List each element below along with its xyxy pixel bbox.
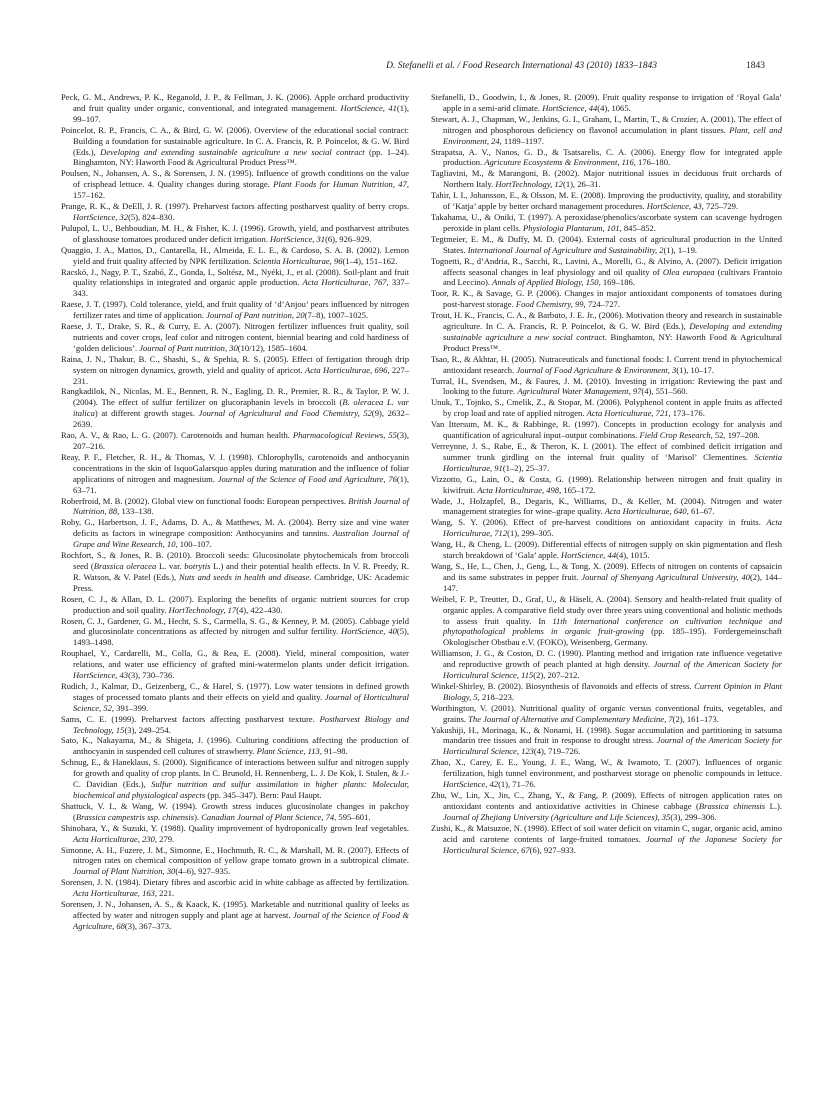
reference-text: Trout, H. K., Francis, C. A., & Barbuto, J. E. Jr., (2006). Motivation theory and research in sustainable agriculture. In C. A. Francis, R. P. Poincelot, & G. W. Bird (Eds.),: [431, 310, 782, 332]
reference-entry: [61, 92, 409, 125]
reference-text: Wade, J., Holzapfel, B., Degaris, K., Williams, D., & Keller, M. (2004). Nitrogen and water management strategies for wine–grape quality.: [431, 495, 782, 517]
reference-text: Stewart, A. J., Chapman, W., Jenkins, G. I., Graham, I., Martin, T., & Crozier, A. (2001). The effect of nitrogen and phosphorous deficiency on flavonol accumulation in plant tissues.: [431, 113, 782, 135]
reference-text: (1–2), 25–37.: [502, 462, 550, 473]
reference-text: (3), 249–254.: [124, 724, 171, 735]
reference-entry: [431, 725, 782, 758]
reference-text: , 337–343.: [73, 277, 409, 299]
reference-source: Journal of Shenyang Agricultural University, 40: [581, 571, 750, 582]
reference-text: , 91–98.: [319, 746, 348, 757]
reference-entry: [431, 823, 782, 856]
reference-entry: [431, 147, 782, 169]
reference-text: , 595–601.: [334, 811, 371, 822]
reference-entry: [61, 321, 409, 354]
reference-source: Developing and extending sustainable agriculture a new social contract: [443, 321, 782, 342]
reference-source: The Journal of Alternative and Complementary Medicine, 7: [468, 713, 673, 724]
reference-entry: [61, 386, 409, 430]
reference-entry: [431, 288, 782, 310]
reference-source: HortScience, 41: [340, 102, 397, 113]
reference-source: Plant Foods for Human Nutrition, 47: [273, 179, 407, 190]
reference-text: (6), 926–929.: [325, 233, 372, 244]
reference-text: Pulupol, L. U., Behboudian, M. H., & Fisher, K. J. (1996). Growth, yield, and postharvest attributes of glasshouse tomatoes produced under deficit irrigation.: [61, 222, 409, 244]
reference-text: Rao, A. V., & Rao, L. G. (2007). Carotenoids and human health.: [61, 430, 293, 441]
reference-text: (5), 1493–1498.: [73, 626, 410, 648]
reference-text: Unuk, T., Tojnko, S., Cmelik, Z., & Stopar, M. (2006). Polyphenol content in apple fruits as affected by crop load and rate of applied nitrogen.: [431, 397, 782, 419]
reference-text: Sato, K., Nakayama, M., & Shigeta, J. (1996). Culturing conditions affecting the production of anthocyanin in suspended cell cultures of strawberry.: [61, 735, 409, 757]
reference-source: Brassica chinensis: [698, 800, 766, 811]
reference-entry: [431, 190, 782, 212]
reference-source: Acta Horticulturae, 721: [586, 408, 669, 419]
reference-text: L. var.: [156, 560, 185, 571]
reference-source: Postharvest Biology and Technology, 15: [73, 713, 409, 735]
reference-text: Shattuck, V. I., & Wang, W. (1994). Growth stress induces glucosinolate changes in pakchoy (: [61, 800, 409, 822]
reference-source: B. oleracea L. var italica: [73, 397, 410, 419]
reference-source: Journal of the Japanese Society for Horticultural Science, 67: [443, 833, 782, 855]
reference-text: (cultivars Frantoio and Leccino).: [443, 266, 783, 288]
reference-entry: [431, 441, 782, 474]
references-left-column: [61, 92, 409, 932]
reference-text: Stefanelli, D., Goodwin, I., & Jones, R. (2009). Fruit quality response to irrigation of ‘Royal Gala’ apple in a semi-arid climate.: [431, 92, 782, 113]
reference-text: (1), 99–107.: [73, 102, 409, 124]
reference-entry: [431, 474, 782, 496]
reference-text: (9), 2632–2639.: [73, 408, 410, 430]
reference-entry: [431, 234, 782, 256]
reference-source: Current Opinion in Plant Biology, 5: [443, 680, 782, 702]
reference-source: Journal of the Science of Food and Agriculture, 76: [217, 473, 397, 484]
reference-source: 11th International conference on cultivation technique and phytopathological problems in organic fruit-growing: [443, 615, 782, 637]
references-right-column: [431, 92, 782, 855]
reference-entry: [431, 539, 782, 561]
reference-text: Vizzotto, G., Lain, O., & Costa, G. (1999). Relationship between nitrogen and fruit quality in kiwifruit.: [431, 473, 782, 495]
reference-entry: [61, 299, 409, 321]
reference-text: , 724–727.: [583, 299, 620, 310]
reference-text: Wang, H., & Cheng, L. (2009). Differential effects of nitrogen supply on skin pigmentation and flesh starch breakdown of ‘Gala’ apple.: [431, 539, 782, 561]
reference-text: (pp. 185–195). Fordergemeinschaft Okologischer Obstbau e.V. (FOKO), Weisenberg, Germany.: [443, 626, 782, 648]
reference-text: Shinohara, Y., & Suzuki, Y. (1988). Quality improvement of hydroponically grown leaf vegetables.: [61, 822, 409, 833]
reference-text: Tagliavini, M., & Marangoni, B. (2002). Major nutritional issues in deciduous fruit orchards of Northern Italy.: [431, 168, 782, 190]
reference-text: Poincelot, R. P., Francis, C. A., & Bird, G. W. (2006). Overview of the educational social contract: Building a foundation for sustainable agriculture. In C. A. Francis, R. P. Poincelot, & G. W. Bird (Eds.),: [61, 124, 409, 157]
reference-entry: [431, 594, 782, 649]
reference-text: Rosen, C. J., Gardener, G. M., Hecht, S. S., Carmella, S. G., & Kenney, P. M. (2005). Cabbage yield and glucosinolate concentrations as affected by nitrogen and sulfur fertility.: [61, 615, 409, 637]
reference-text: Zushi, K., & Matsuzoe, N. (1998). Effect of soil water deficit on vitamin C, sugar, organic acid, amino acid and carotene contents of large-fruited tomatoes.: [431, 822, 782, 844]
reference-text: Zhu, W., Lin, X., Jin, C., Zhang, Y., & Fang, P. (2009). Effects of nitrogen application rates on antioxidant contents and antioxidative activities in Chinese cabbage (: [431, 790, 782, 811]
reference-source: Acta Horticulturae, 163: [73, 888, 155, 899]
reference-source: HortScience, 42: [443, 779, 499, 790]
reference-source: Acta Horticulturae, 712: [443, 517, 782, 539]
reference-text: Yakushiji, H., Morinaga, K., & Nonami, H. (1998). Sugar accumulation and partitioning in satsuma mandarin tree tissues and fruit in response to drought stress.: [431, 724, 782, 746]
reference-text: , 173–176.: [668, 408, 705, 419]
reference-text: (4), 422–430.: [236, 604, 283, 615]
reference-text: , 279.: [154, 833, 175, 844]
reference-entry: [61, 267, 409, 300]
reference-text: (2), 144–147.: [443, 571, 782, 593]
reference-text: Zhao, X., Carey, E. E., Young, J. E., Wang, W., & Iwamoto, T. (2007). Influences of organic fertilization, high tunnel environment, and postharvest storage on phenolic compounds in lettuce.: [431, 757, 782, 779]
reference-text: (3), 299–306.: [670, 811, 717, 822]
reference-text: ).: [194, 811, 202, 822]
reference-text: (2), 161–173.: [672, 713, 719, 724]
reference-text: , 100–107.: [175, 539, 212, 550]
reference-entry: [61, 714, 409, 736]
reference-text: L.).: [765, 800, 782, 811]
reference-source: International Journal of Agriculture and Sustainability, 2: [467, 244, 664, 255]
reference-text: Rosen, C. J., & Allan, D. L. (2007). Exploring the benefits of organic nutrient sources for crop production and soil quality.: [61, 593, 409, 615]
reference-text: (4), 719–726.: [533, 746, 581, 757]
reference-text: , 165–172.: [559, 484, 596, 495]
reference-text: , 52, 197–208.: [710, 430, 760, 441]
reference-source: Agricultural Water Management, 97: [517, 386, 642, 397]
reference-source: Australian Journal of Grape and Wine Research, 10: [73, 528, 409, 550]
reference-entry: [431, 256, 782, 289]
reference-entry: [431, 168, 782, 190]
reference-text: . Binghamton, NY: Haworth Food & Agricultural Product Press™.: [443, 331, 782, 353]
reference-entry: [61, 517, 409, 550]
reference-text: . Cambridge, UK: Academic Press.: [73, 571, 409, 593]
reference-source: Journal of the American Society for Horticultural Science, 115: [443, 659, 783, 681]
reference-entry: [431, 648, 782, 681]
reference-source: Brassica campestris ssp. chinensis: [75, 811, 195, 822]
reference-text: (3), 207–216.: [73, 430, 409, 451]
reference-text: Rouphael, Y., Cardarelli, M., Colla, G., & Rea, E. (2008). Yield, mineral composition, water relations, and water use efficiency of grafted mini-watermelon plants under deficit irrigation.: [61, 648, 409, 670]
reference-text: (pp. 345–347). Bern: Paul Haupt.: [205, 790, 322, 800]
reference-text: (1), 1–19.: [663, 244, 698, 255]
reference-text: Van Ittersum, M. K., & Rabbinge, R. (1997). Concepts in production ecology for analysis and quantification of agricultural input–output combinations.: [431, 419, 782, 441]
reference-entry: [431, 354, 782, 376]
reference-entry: [61, 877, 409, 899]
reference-source: Field Crop Research: [639, 430, 711, 441]
reference-source: Acta Horticulturae, 640: [604, 506, 687, 517]
reference-text: Turral, H., Svendsen, M., & Faures, J. M. (2010). Investing in irrigation: Reviewing the past and looking to the future.: [431, 375, 782, 397]
reference-source: Journal of Zhejiang University (Agriculture and Life Sciences), 35: [443, 811, 671, 822]
reference-entry: [61, 845, 409, 878]
reference-text: Raese, J. T., Drake, S. R., & Curry, E. A. (2007). Nitrogen fertilizer influences fruit quality, soil nutrients and cover crops, leaf color and nitrogen content, biennial bearing and cold hardiness of ‘golden delicious’.: [61, 321, 409, 353]
reference-entry: [431, 517, 782, 539]
reference-source: Acta Horticulturae, 498: [477, 484, 560, 495]
reference-text: (10/12), 1585–1604.: [237, 342, 308, 353]
reference-source: HortScience, 44: [561, 550, 617, 561]
reference-source: botrytis: [184, 560, 211, 571]
reference-text: Prange, R. K., & DeEll, J. R. (1997). Preharvest factors affecting postharvest quality of berry crops.: [61, 201, 409, 212]
reference-text: , 227–231.: [73, 364, 409, 386]
reference-text: (1), 10–17.: [676, 364, 715, 375]
reference-text: , 725–729.: [701, 201, 739, 212]
reference-text: Rudich, J., Kalmar, D., Geizenberg, C., & Harel, S. (1977). Low water tensions in defined growth stages of processed tomato plants and their effects on yield and quality.: [61, 680, 409, 702]
reference-text: Toor, R. K., & Savage, G. P. (2006). Changes in major antioxidant components of tomatoes during post-harvest storage.: [431, 288, 782, 310]
reference-text: Sorensen, J. N. (1984). Dietary fibres and ascorbic acid in white cabbage as affected by fertilization.: [61, 877, 409, 888]
reference-entry: [61, 201, 409, 223]
reference-text: Verreynne, J. S., Rabe, E., & Theron, K. I. (2001). The effect of combined deficit irrigation and summer trunk girdling on the internal fruit quality of ‘Marisol’ Clementines.: [431, 441, 782, 462]
reference-entry: [431, 561, 782, 594]
reference-entry: [431, 114, 782, 147]
reference-entry: [61, 245, 409, 267]
reference-text: (7–8), 1007–1025.: [304, 310, 369, 321]
reference-source: Plant Science, 113: [256, 746, 320, 757]
reference-text: Weibel, F. P., Treutter, D., Graf, U., & Häseli, A. (2004). Sensory and health-related fruit quality of organic apples. A comparative field study over three years using conventional and holistic methods to assess fruit quality. In: [431, 593, 782, 626]
reference-text: Rangkadilok, N., Nicolas, M. E., Bennett, R. N., Eagling, D. R., Premier, R. R., & Taylor, P. W. J. (2004). The effect of sulfur fertilizer on glucoraphanin levels in broccoli (: [61, 386, 409, 408]
reference-entry: [431, 92, 782, 114]
reference-entry: [61, 550, 409, 594]
reference-text: , 1189–1197.: [499, 135, 544, 146]
reference-text: (2), 207–212.: [533, 670, 580, 681]
reference-entry: [61, 757, 409, 801]
reference-text: Raina, J. N., Thakur, B. C., Shashi, S., & Spehia, R. S. (2005). Effect of fertigation through drip system on nitrogen dynamics, growth, yield and quality of apricot.: [61, 353, 409, 375]
reference-entry: [61, 735, 409, 757]
reference-text: (1–4), 151–162.: [342, 255, 398, 266]
reference-text: Schnug, E., & Haneklaus, S. (2000). Significance of interactions between sulfur and nitrogen supply for growth and quality of crop plants. In C. Brunold, H. Rennenberg, L. J. De Kok, I. Stulen, & J.-C. Davidian (Eds.),: [61, 757, 409, 790]
reference-text: , 169–186.: [598, 277, 635, 288]
reference-source: Olea europaea: [662, 266, 715, 277]
reference-entry: [61, 899, 409, 932]
reference-source: Journal of Agricultural and Food Chemistry, 52: [198, 408, 372, 419]
reference-entry: [61, 430, 409, 452]
reference-text: Worthington, V. (2001). Nutritional quality of organic versus conventional fruits, vegetables, and grains.: [431, 702, 782, 724]
reference-entry: [61, 616, 409, 649]
reference-source: Plant, cell and Environment, 24: [443, 124, 782, 146]
reference-text: Roberfroid, M. B. (2002). Global view on functional foods: European perspectives.: [61, 495, 349, 506]
reference-entry: [61, 594, 409, 616]
reference-source: HortTechnology, 12: [495, 179, 563, 190]
reference-source: Journal of the American Society for Horticultural Science, 123: [443, 735, 782, 757]
reference-text: Winkel-Shirley, B. (2002). Biosynthesis of flavonoids and effects of stress.: [431, 680, 695, 691]
reference-text: L.) and their potential health effects. In V. R. Preedy, R. R. Watson, & V. Patel (Eds.),: [73, 560, 409, 582]
reference-text: , 61–67.: [686, 506, 715, 517]
reference-source: Agricuture Ecosystems & Environment, 116: [484, 157, 634, 168]
reference-entry: [61, 681, 409, 714]
reference-source: Annals of Applied Biology, 150: [492, 277, 599, 288]
reference-text: Takahama, U., & Oniki, T. (1997). A peroxidase/phenolics/ascorbate system can scavenge hydrogen peroxide in plant cells.: [431, 211, 782, 233]
reference-text: , 133–138.: [117, 506, 154, 517]
reference-entry: [61, 496, 409, 518]
reference-text: Tognetti, R., d’Andria, R., Sacchi, R., Lavini, A., Morelli, G., & Alvino, A. (2007). Deficit irrigation affects seasonal changes in leaf physiology and oil quality of: [431, 255, 782, 277]
reference-entry: [61, 168, 409, 201]
reference-text: Raese, J. T. (1997). Cold tolerance, yield, and fruit quality of ‘d’Anjou’ pears influenced by nitrogen fertilizer rates and time of application.: [61, 299, 409, 321]
reference-text: , 176–180.: [633, 157, 671, 168]
reference-text: Roby, G., Harbertson, J. F., Adams, D. A., & Matthews, M. A. (2004). Berry size and vine water deficits as factors in winegrape composition: Anthocyanins and tannins.: [61, 517, 409, 539]
reference-source: Journal of Horticultural Science, 52: [73, 691, 409, 713]
reference-entry: [61, 223, 409, 245]
reference-text: (6), 927–933.: [529, 844, 576, 855]
reference-text: (1), 71–76.: [498, 779, 536, 790]
reference-source: Acta Horticulturae, 230: [73, 833, 155, 844]
reference-text: Reay, P. F., Fletcher, R. H., & Thomas, V. J. (1998). Chlorophylls, carotenoids and anthocyanin concentrations in the skin of IsquoGalarsquo apples during maturation and the influence of foliar applications of nitrogen and magnesium.: [61, 451, 409, 484]
reference-text: Poulsen, N., Johansen, A. S., & Sorensen, J. N. (1995). Influence of growth conditions on the value of crisphead lettuce. 4. Quality changes during storage.: [61, 168, 409, 190]
reference-entry: [61, 648, 409, 681]
reference-source: HortScience, 43: [646, 201, 702, 212]
reference-text: Strapatsa, A. V., Nanos, G. D., & Tsatsarelis, C. A. (2006). Energy flow for integrated apple production.: [431, 146, 782, 168]
reference-text: ) at different growth stages.: [94, 408, 199, 419]
reference-text: (3), 730–736.: [128, 670, 175, 681]
reference-text: (4), 551–560.: [641, 386, 688, 397]
reference-source: Scientia Horticulturae, 96: [253, 255, 343, 266]
journal-citation: D. Stefanelli et al. / Food Research International 43 (2010) 1833–1843: [386, 61, 657, 71]
reference-source: Brassica oleracea: [93, 560, 157, 571]
reference-text: Racskó, J., Nagy, P. T., Szabó, Z., Gonda, I., Soltész, M., Nyéki, J., et al. (2008). Soil-plant and fruit quality relationships in integrated and organic apple production.: [61, 266, 409, 288]
reference-text: Wang, S. Y. (2006). Effect of pre-harvest conditions on antioxidant capacity in fruits.: [431, 517, 767, 528]
reference-text: Sams, C. E. (1999). Preharvest factors affecting postharvest texture.: [61, 713, 320, 724]
reference-source: Scientia Horticulturae, 91: [443, 451, 782, 473]
reference-text: (4–6), 927–935.: [175, 866, 231, 877]
reference-source: Food Chemistry, 99: [515, 299, 584, 310]
reference-text: Rochfort, S., & Jones, R. B. (2010). Broccoli seeds: Glucosinolate phytochemicals from broccoli seed (: [61, 550, 409, 571]
reference-entry: [431, 681, 782, 703]
reference-text: Wang, S., He, L., Chen, J., Geng, L., & Tong, X. (2009). Effects of nitrogen on contents of capsaicin and its same substrates in pepper fruit.: [431, 560, 782, 582]
reference-source: Acta Horticulturae, 696: [304, 364, 388, 375]
reference-text: Tsao, R., & Akhtar, H. (2005). Nutraceuticals and functional foods: I. Current trend in phytochemical antioxidant research.: [431, 353, 782, 375]
reference-source: Canadian Journal of Plant Science, 74: [201, 811, 335, 822]
reference-entry: [61, 354, 409, 387]
reference-text: Peck, G. M., Andrews, P. K., Reganold, J. P., & Fellman, J. K. (2006). Apple orchard productivity and fruit quality under organic, conventional, and integrated management.: [61, 92, 409, 113]
reference-text: (pp. 1–24). Binghamton, NY: Haworth Food & Agricultural Product Press™.: [73, 146, 409, 168]
reference-source: Journal of the Science of Food & Agriculture, 68: [73, 909, 409, 931]
reference-entry: [431, 790, 782, 823]
reference-entry: [431, 703, 782, 725]
reference-source: Journal of Pant nutrition, 30: [139, 342, 238, 353]
reference-entry: [431, 376, 782, 398]
reference-entry: [61, 125, 409, 169]
reference-text: , 391–399.: [111, 702, 149, 713]
reference-text: , 221.: [154, 888, 175, 899]
reference-text: (1), 299–305.: [507, 528, 554, 539]
reference-entry: [431, 310, 782, 354]
reference-source: Journal of Pant nutrition, 20: [206, 310, 305, 321]
reference-text: Williamson, J. G., & Coston, D. C. (1990). Planting method and irrigation rate influence vegetative and reproductive growth of peach planted at high density.: [431, 648, 782, 670]
reference-source: British Journal of Nutrition, 88: [73, 495, 409, 517]
reference-entry: [431, 419, 782, 441]
reference-source: Nuts and seeds in health and disease: [179, 571, 310, 582]
running-header: [0, 61, 827, 77]
reference-text: Quaggio, J. A., Mattos, D., Cantarella, H., Almeida, E. L. E., & Cardoso, S. A. B. (2002). Lemon yield and fruit quality affected by NPK fertilization.: [61, 244, 409, 266]
reference-text: Sorensen, J. N., Johansen, A. S., & Kaack, K. (1995). Marketable and nutritional quality of leeks as affected by water and nitrogen supply and plant age at harvest.: [61, 899, 409, 920]
reference-text: (4), 1015.: [616, 550, 650, 561]
reference-text: (1), 26–31.: [562, 179, 601, 190]
reference-text: Tegtmeier, E. M., & Duffy, M. D. (2004). External costs of agricultural production in the United States.: [431, 233, 782, 255]
reference-text: Simonne, A. H., Fuzere, J. M., Simonne, E., Hochmuth, R. C., & Marshall, M. R. (2007). Effects of nitrogen rates on chemical composition of yellow grape tomato grown in a subtropical climate.: [61, 844, 409, 866]
reference-entry: [431, 212, 782, 234]
reference-source: Journal of Plant Nutrition, 30: [73, 866, 176, 877]
reference-source: Acta Horticulturae, 767: [302, 277, 387, 288]
reference-entry: [431, 757, 782, 790]
reference-source: Physiologia Plantarum, 101: [523, 222, 620, 233]
reference-source: HortScience, 44: [542, 102, 598, 113]
reference-text: , 845–852.: [619, 222, 656, 233]
reference-source: HortScience, 43: [73, 670, 129, 681]
reference-text: (1), 63–71.: [73, 473, 410, 495]
reference-source: Sulfur nutrition and sulfur assimilation in higher plants: Molecular, biochemical and physiological aspects: [73, 779, 409, 800]
reference-entry: [431, 397, 782, 419]
reference-text: (3), 367–373.: [124, 920, 172, 931]
reference-entry: [61, 801, 409, 823]
reference-entry: [431, 496, 782, 518]
reference-text: Tahir, I. I., Johansson, E., & Olsson, M. E. (2008). Improving the productivity, quality, and storability of ‘Katja’ apple by better orchard management procedures.: [431, 190, 782, 212]
reference-source: HortScience, 32: [73, 211, 129, 222]
reference-text: , 218–223.: [477, 691, 514, 702]
reference-text: (4), 1065.: [597, 102, 631, 113]
reference-entry: [61, 823, 409, 845]
reference-source: Pharmacological Reviews, 55: [292, 430, 397, 441]
reference-text: (5), 824–830.: [128, 211, 175, 222]
reference-source: HortScience, 40: [341, 626, 397, 637]
reference-source: HortScience, 31: [270, 233, 326, 244]
reference-text: , 157–162.: [73, 179, 409, 201]
page-number: 1843: [746, 61, 765, 71]
reference-source: HortTechnology, 17: [168, 604, 237, 615]
reference-entry: [61, 452, 409, 496]
reference-source: Journal of Food Agriculture & Environment, 3: [516, 364, 677, 375]
reference-source: Developing and extending sustainable agriculture a new social contract: [100, 146, 365, 157]
